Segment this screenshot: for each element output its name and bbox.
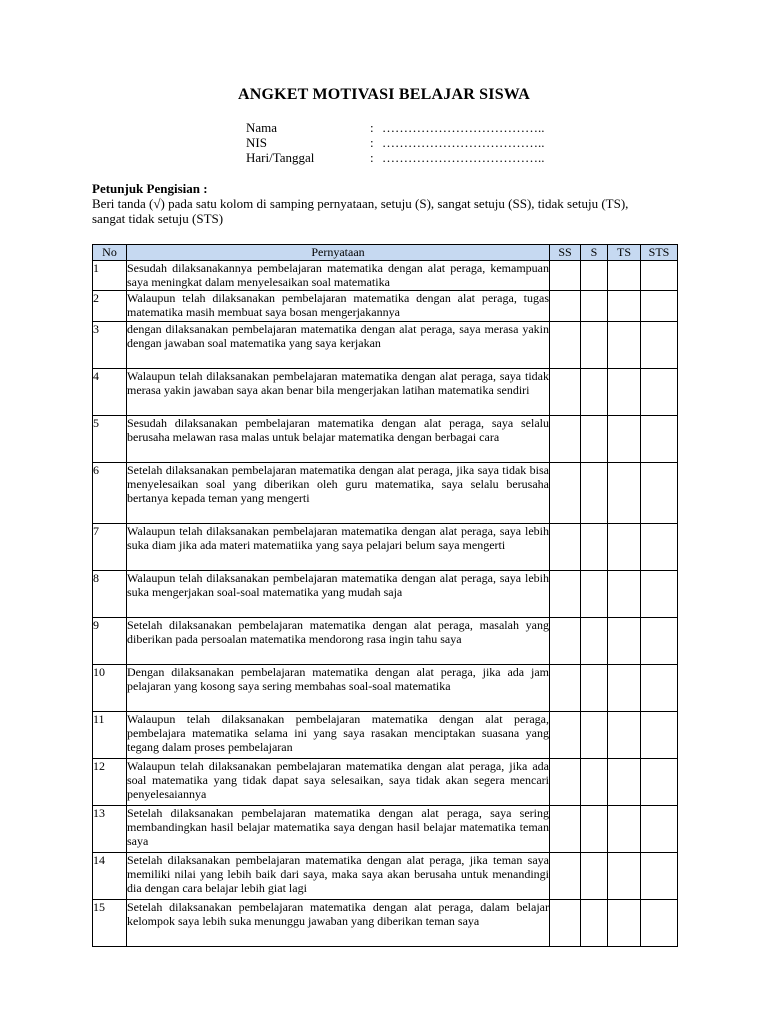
table-row xyxy=(93,759,678,806)
instructions xyxy=(92,181,652,226)
answer-cell-s[interactable] xyxy=(581,369,608,416)
statement-text: Setelah dilaksanakan pembelajaran matematika dengan alat peraga, masalah yang diberikan pada persoalan matematika mendorong rasa ingin tahu saya xyxy=(127,618,550,665)
answer-cell-sts[interactable] xyxy=(641,524,678,571)
statement-text: Sesudah dilaksanakan pembelajaran matematika dengan alat peraga, saya selalu berusaha melawan rasa malas untuk belajar matematika dengan berbagai cara xyxy=(127,416,550,463)
info-row-hari-tanggal xyxy=(246,150,545,165)
table-row xyxy=(93,416,678,463)
answer-cell-ts[interactable] xyxy=(608,261,641,291)
info-colon: : xyxy=(370,120,374,135)
answer-cell-ss[interactable] xyxy=(550,291,581,322)
answer-cell-ss[interactable] xyxy=(550,853,581,900)
answer-cell-s[interactable] xyxy=(581,759,608,806)
answer-cell-s[interactable] xyxy=(581,463,608,524)
info-label: Hari/Tanggal xyxy=(246,150,315,165)
statement-text: Sesudah dilaksanakannya pembelajaran matematika dengan alat peraga, kemampuan saya meningkat dalam menyelesaikan soal matematika xyxy=(127,261,549,289)
answer-cell-sts[interactable] xyxy=(641,665,678,712)
header-ts: TS xyxy=(608,245,641,261)
answer-cell-ts[interactable] xyxy=(608,618,641,665)
answer-cell-ss[interactable] xyxy=(550,806,581,853)
answer-cell-ss[interactable] xyxy=(550,369,581,416)
answer-cell-ss[interactable] xyxy=(550,416,581,463)
answer-cell-ss[interactable] xyxy=(550,524,581,571)
statement-text: Walaupun telah dilaksanakan pembelajaran matematika dengan alat peraga, tugas matematika masih membuat saya bosan mengerjakannya xyxy=(127,291,550,322)
table-row xyxy=(93,900,678,947)
info-colon: : xyxy=(370,150,374,165)
table-row xyxy=(93,291,678,322)
table-header-row xyxy=(93,245,678,261)
answer-cell-ts[interactable] xyxy=(608,416,641,463)
answer-cell-s[interactable] xyxy=(581,618,608,665)
row-number: 15 xyxy=(93,900,127,947)
answer-cell-s[interactable] xyxy=(581,322,608,369)
answer-cell-ss[interactable] xyxy=(550,322,581,369)
answer-cell-ss[interactable] xyxy=(550,712,581,759)
answer-cell-s[interactable] xyxy=(581,571,608,618)
answer-cell-sts[interactable] xyxy=(641,416,678,463)
answer-cell-sts[interactable] xyxy=(641,291,678,322)
answer-cell-sts[interactable] xyxy=(641,618,678,665)
answer-cell-s[interactable] xyxy=(581,806,608,853)
answer-cell-s[interactable] xyxy=(581,524,608,571)
row-number: 2 xyxy=(93,291,127,322)
answer-cell-ts[interactable] xyxy=(608,806,641,853)
answer-cell-sts[interactable] xyxy=(641,463,678,524)
answer-cell-ts[interactable] xyxy=(608,759,641,806)
header-sts: STS xyxy=(641,245,678,261)
header-s: S xyxy=(581,245,608,261)
table-row xyxy=(93,853,678,900)
row-number: 12 xyxy=(93,759,127,806)
table-row xyxy=(93,524,678,571)
answer-cell-s[interactable] xyxy=(581,900,608,947)
info-value-blank[interactable]: ……………………………….. xyxy=(382,150,545,165)
table-row xyxy=(93,261,678,291)
table-row xyxy=(93,712,678,759)
instructions-title: Petunjuk Pengisian : xyxy=(92,181,208,196)
row-number: 14 xyxy=(93,853,127,900)
info-row-nis xyxy=(246,135,545,150)
header-pernyataan: Pernyataan xyxy=(127,245,550,261)
answer-cell-ss[interactable] xyxy=(550,261,581,291)
table-body xyxy=(93,261,678,947)
info-row-nama xyxy=(246,120,545,135)
table-row xyxy=(93,322,678,369)
answer-cell-ts[interactable] xyxy=(608,369,641,416)
answer-cell-sts[interactable] xyxy=(641,322,678,369)
answer-cell-sts[interactable] xyxy=(641,806,678,853)
answer-cell-ts[interactable] xyxy=(608,665,641,712)
student-info xyxy=(246,120,545,165)
answer-cell-ts[interactable] xyxy=(608,322,641,369)
row-number: 11 xyxy=(93,712,127,759)
table-row xyxy=(93,369,678,416)
row-number: 9 xyxy=(93,618,127,665)
answer-cell-ts[interactable] xyxy=(608,712,641,759)
row-number: 1 xyxy=(93,261,127,291)
header-ss: SS xyxy=(550,245,581,261)
answer-cell-s[interactable] xyxy=(581,712,608,759)
info-value-blank[interactable]: ……………………………….. xyxy=(382,135,545,150)
answer-cell-sts[interactable] xyxy=(641,369,678,416)
answer-cell-ss[interactable] xyxy=(550,900,581,947)
statement-text: Setelah dilaksanakan pembelajaran matematika dengan alat peraga, jika teman saya memiliki nilai yang lebih baik dari saya, maka saya akan berusaha untuk menandingi dia dengan cara belajar lebih giat lagi xyxy=(127,853,550,900)
instructions-text: Beri tanda (√) pada satu kolom di samping pernyataan, setuju (S), sangat setuju (SS), tidak setuju (TS), sangat tidak setuju (STS) xyxy=(92,196,629,226)
row-number: 3 xyxy=(93,322,127,369)
answer-cell-ss[interactable] xyxy=(550,618,581,665)
statement-text: Setelah dilaksanakan pembelajaran matematika dengan alat peraga, jika saya tidak bisa menyelesaikan soal yang diberikan oleh guru matematika, saya selalu berusaha bertanya kepada teman yang mengerti xyxy=(127,463,550,524)
info-colon: : xyxy=(370,135,374,150)
info-value-blank[interactable]: ……………………………….. xyxy=(382,120,545,135)
statement-text: Setelah dilaksanakan pembelajaran matematika dengan alat peraga, saya sering membandingkan hasil belajar matematika saya dengan hasil belajar matematika teman saya xyxy=(127,806,550,853)
row-number: 13 xyxy=(93,806,127,853)
row-number: 6 xyxy=(93,463,127,524)
table-row xyxy=(93,665,678,712)
answer-cell-s[interactable] xyxy=(581,853,608,900)
statement-text: Walaupun telah dilaksanakan pembelajaran matematika dengan alat peraga, pembelajara matematika selama ini yang saya rasakan menciptakan suasana yang tegang dalam proses pembelajaran xyxy=(127,712,550,759)
answer-cell-ss[interactable] xyxy=(550,463,581,524)
statement-text: Setelah dilaksanakan pembelajaran matematika dengan alat peraga, dalam belajar kelompok saya lebih suka menunggu jawaban yang diberikan teman saya xyxy=(127,900,550,947)
answer-cell-ts[interactable] xyxy=(608,291,641,322)
answer-cell-sts[interactable] xyxy=(641,571,678,618)
answer-cell-ss[interactable] xyxy=(550,571,581,618)
answer-cell-ts[interactable] xyxy=(608,853,641,900)
answer-cell-s[interactable] xyxy=(581,665,608,712)
header-no: No xyxy=(93,245,127,261)
row-number: 10 xyxy=(93,665,127,712)
answer-cell-ts[interactable] xyxy=(608,463,641,524)
answer-cell-sts[interactable] xyxy=(641,712,678,759)
answer-cell-s[interactable] xyxy=(581,291,608,322)
statement-text: Walaupun telah dilaksanakan pembelajaran matematika dengan alat peraga, jika ada soal matematika yang tidak dapat saya selesaikan, saya tidak akan segera mencari penyelesaiannya xyxy=(127,759,550,806)
info-label: NIS xyxy=(246,135,267,150)
answer-cell-sts[interactable] xyxy=(641,900,678,947)
statement-text: Walaupun telah dilaksanakan pembelajaran matematika dengan alat peraga, saya lebih suka mengerjakan soal-soal matematika yang mudah saja xyxy=(127,571,550,618)
answer-cell-ss[interactable] xyxy=(550,759,581,806)
table-row xyxy=(93,463,678,524)
answer-cell-s[interactable] xyxy=(581,416,608,463)
answer-cell-sts[interactable] xyxy=(641,853,678,900)
row-number: 8 xyxy=(93,571,127,618)
row-number: 4 xyxy=(93,369,127,416)
statement-text: Dengan dilaksanakan pembelajaran matematika dengan alat peraga, jika ada jam pelajaran yang kosong saya sering membahas soal-soal matematika xyxy=(127,665,550,712)
answer-cell-s[interactable] xyxy=(581,261,608,291)
document-title: ANGKET MOTIVASI BELAJAR SISWA xyxy=(238,86,530,103)
row-number: 5 xyxy=(93,416,127,463)
answer-cell-sts[interactable] xyxy=(641,759,678,806)
info-label: Nama xyxy=(246,120,278,135)
statement-text: Walaupun telah dilaksanakan pembelajaran matematika dengan alat peraga, saya tidak merasa yakin jawaban saya akan benar bila mengerjakan latihan matematika sendiri xyxy=(127,369,550,416)
table-row xyxy=(93,806,678,853)
row-number: 7 xyxy=(93,524,127,571)
answer-cell-sts[interactable] xyxy=(641,261,678,291)
answer-cell-ts[interactable] xyxy=(608,571,641,618)
answer-cell-ts[interactable] xyxy=(608,524,641,571)
table-row xyxy=(93,571,678,618)
questionnaire-table xyxy=(92,244,678,947)
statement-text: dengan dilaksanakan pembelajaran matematika dengan alat peraga, saya merasa yakin dengan jawaban soal matematika yang saya kerjakan xyxy=(127,322,550,369)
answer-cell-ts[interactable] xyxy=(608,900,641,947)
table-row xyxy=(93,618,678,665)
answer-cell-ss[interactable] xyxy=(550,665,581,712)
statement-text: Walaupun telah dilaksanakan pembelajaran matematika dengan alat peraga, saya lebih suka diam jika ada materi matematiika yang saya pelajari belum saya mengerti xyxy=(127,524,550,571)
